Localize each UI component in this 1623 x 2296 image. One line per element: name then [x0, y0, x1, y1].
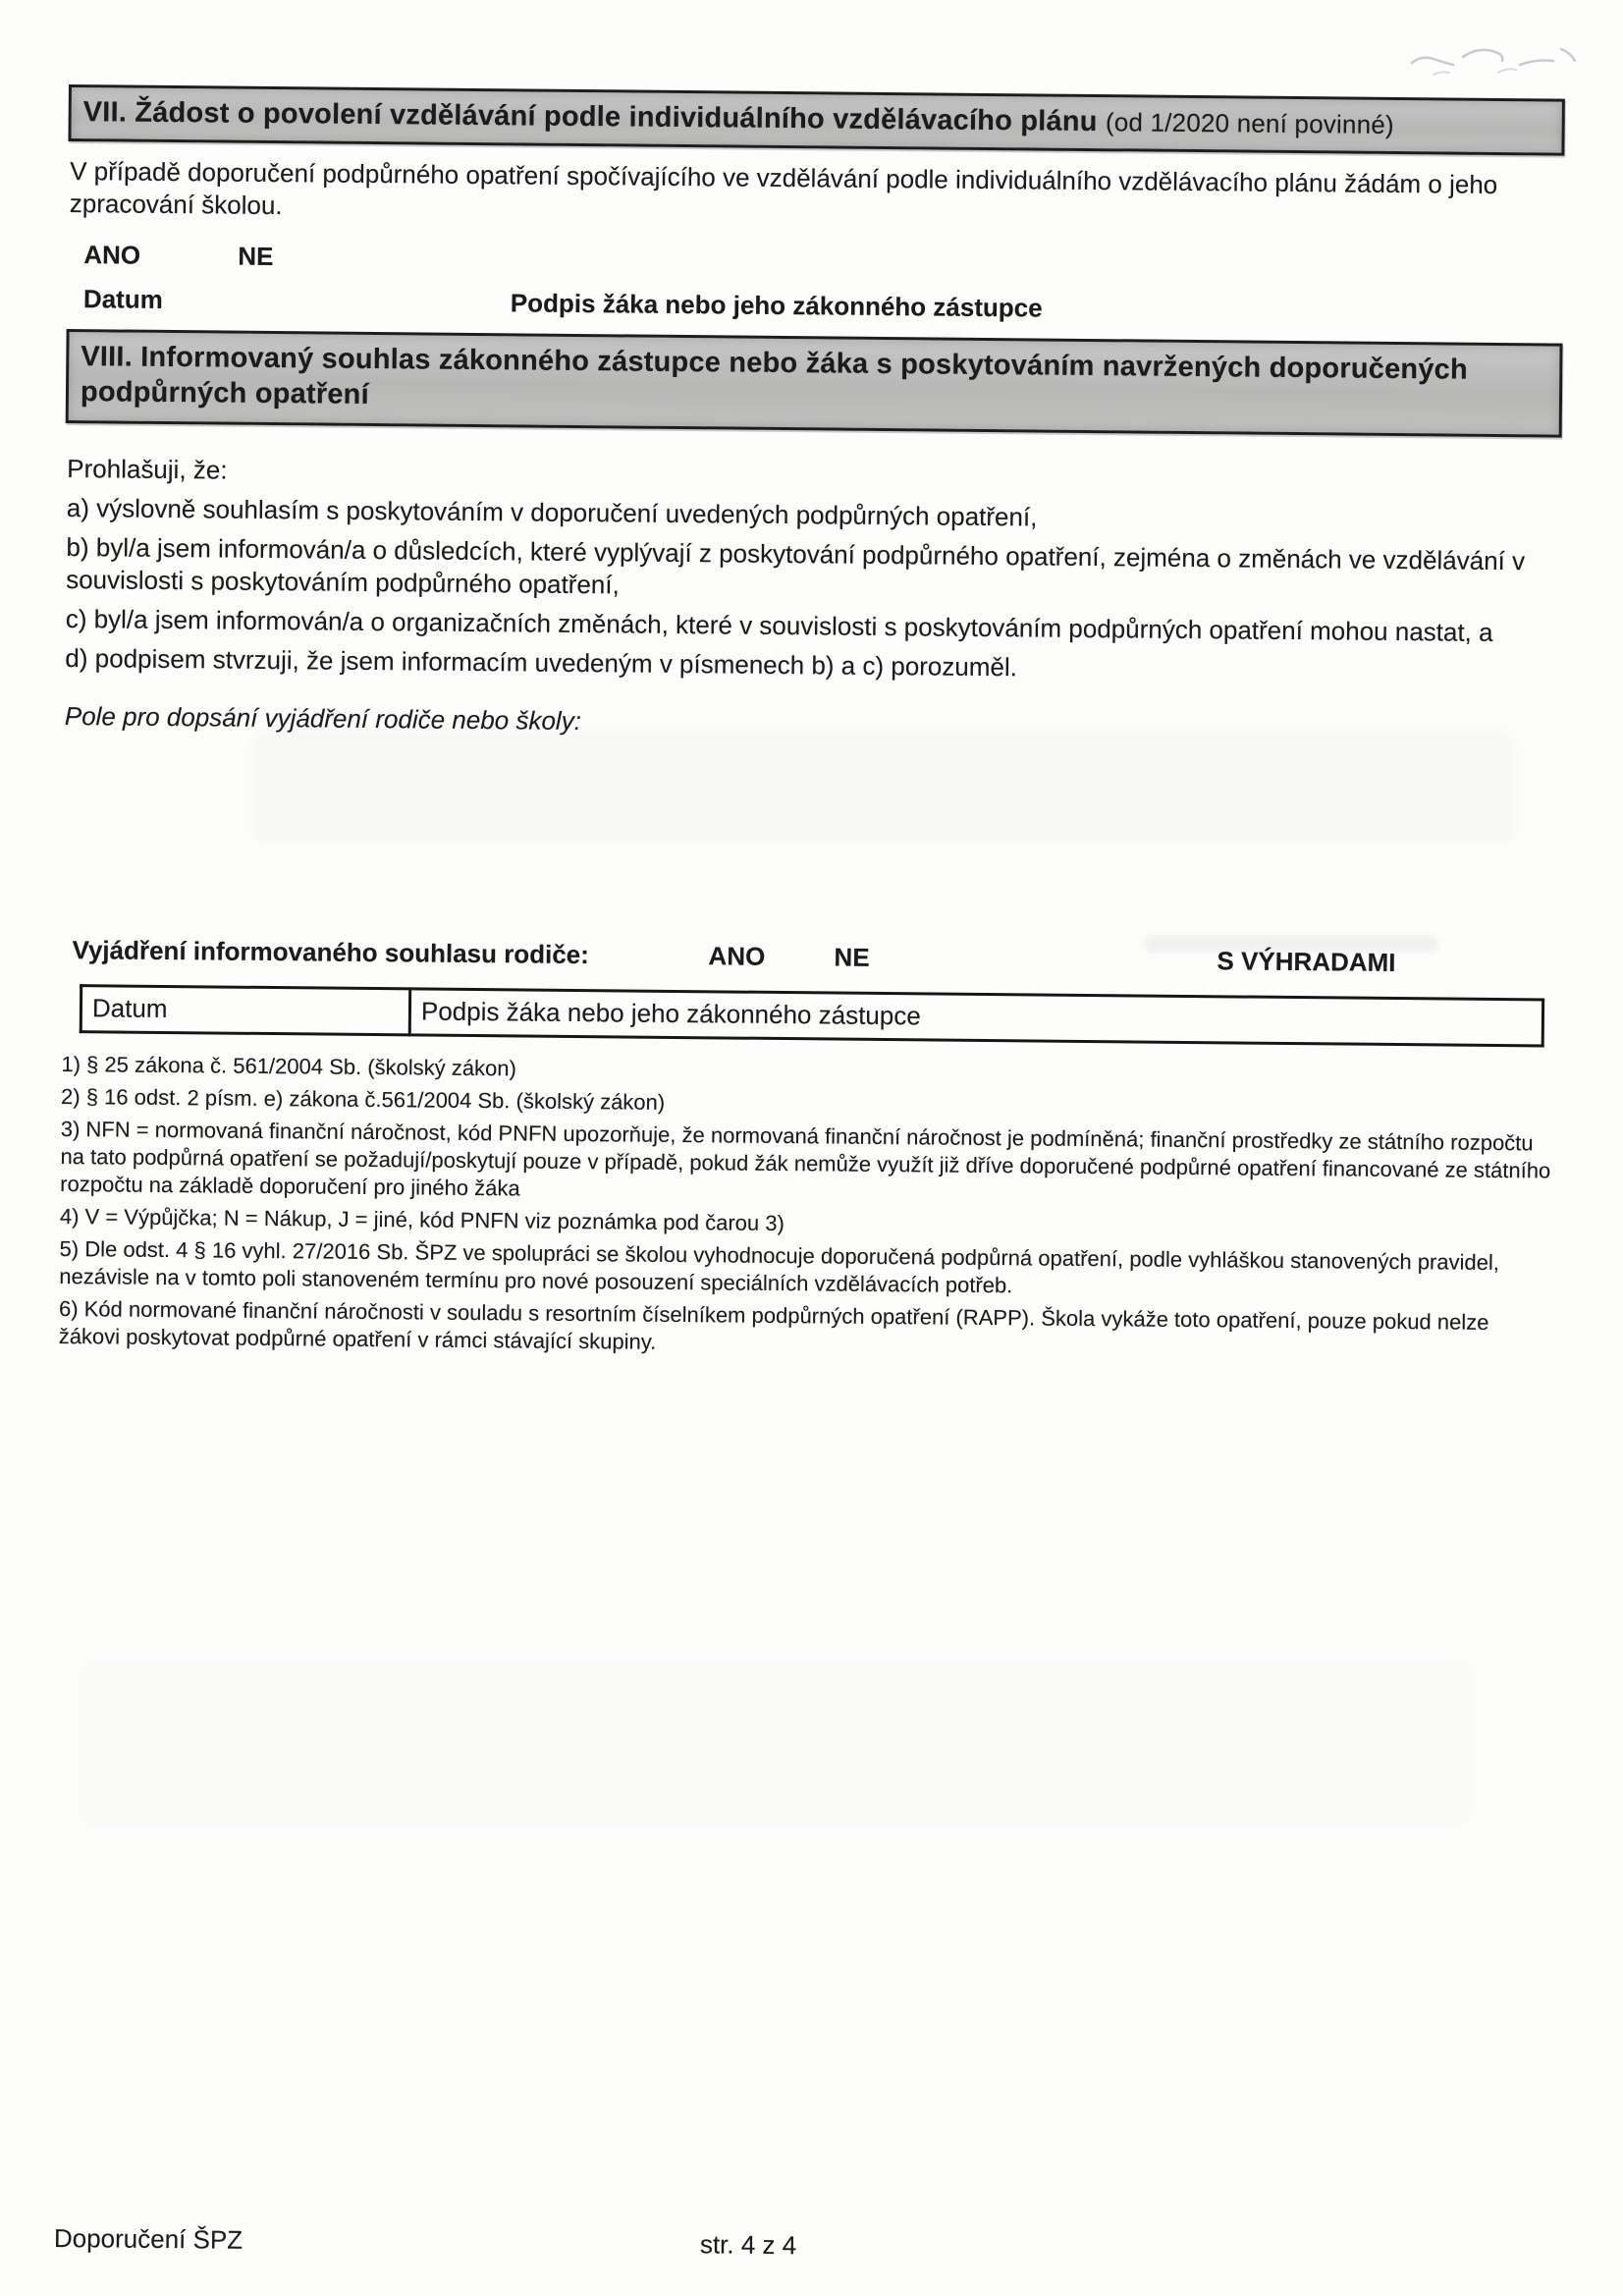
section-viii-title-line1: VIII. Informovaný souhlas zákonného zástupce nebo žáka s poskytováním navržených doporučených — [81, 341, 1469, 386]
table-signature-cell: Podpis žáka nebo jeho zákonného zástupce — [409, 989, 1542, 1046]
consent-reservations-option: S VÝHRADAMI — [1217, 946, 1396, 978]
consent-label: Vyjádření informovaného souhlasu rodiče: — [72, 935, 590, 970]
declaration-item-a: a) výslovně souhlasím s poskytováním v doporučení uvedených podpůrných opatření, — [66, 493, 1038, 532]
section-vii-options — [83, 240, 1563, 284]
page-footer — [48, 2223, 1544, 2273]
consent-ne-option: NE — [834, 942, 870, 972]
section-vii-title: VII. Žádost o povolení vzdělávání podle individuálního vzdělávacího plánu — [82, 96, 1098, 138]
footnotes — [59, 1051, 1556, 1365]
page-content — [47, 84, 1564, 2296]
consent-ano-option: ANO — [708, 941, 766, 971]
section-vii-signature-row — [67, 284, 1563, 332]
document-type-label: Doporučení ŠPZ — [53, 2222, 243, 2255]
footnote-1: 1) § 25 zákona č. 561/2004 Sb. (školský zákon) — [61, 1051, 517, 1081]
signature-label: Podpis žáka nebo jeho zákonného zástupce — [510, 288, 1043, 323]
table-date-cell: Datum — [81, 986, 409, 1035]
parent-statement-field-label: Pole pro dopsání vyjádření rodiče nebo školy: — [64, 700, 582, 737]
page-number: str. 4 z 4 — [699, 2229, 797, 2261]
ne-option: NE — [238, 241, 274, 272]
section-viii-title-line2: podpůrných opatření — [80, 376, 369, 410]
declaration-intro: Prohlašuji, že: — [67, 454, 228, 485]
section-vii-header — [68, 84, 1564, 156]
ano-option: ANO — [83, 240, 141, 270]
footnote-2: 2) § 16 odst. 2 písm. e) zákona č.561/2004 Sb. (školský zákon) — [60, 1083, 666, 1115]
footnote-4: 4) V = Výpůjčka; N = Nákup, J = jiné, kód PNFN viz poznámka pod čarou 3) — [59, 1203, 784, 1236]
section-vii-title-suffix: (od 1/2020 není povinné) — [1105, 107, 1394, 139]
consent-row — [60, 935, 1556, 985]
footnote-3: 3) NFN = normovaná finanční náročnost, kód PNFN upozorňuje, že normovaná finanční náročnost je podmíněná; finanční prostředky ze státního rozpočtu na tato podpůrná opatření se požadují/poskytují pouze v případě, pokud žák nemůže využít již dříve doporučené podpůrné opatření financované ze státního rozpočtu na základě doporučení pro jiného žáka — [60, 1116, 1551, 1201]
footnote-6: 6) Kód normované finanční náročnosti v souladu s resortním číselníkem podpůrných opatření (RAPP). Škola vykáže toto opatření, pouze pokud nelze žákovi poskytovat podpůrné opatření v rámci stávající skupiny. — [58, 1295, 1489, 1354]
datum-label: Datum — [82, 284, 163, 314]
declaration-item-b: b) byl/a jsem informován/a o důsledcích, které vyplývají z poskytování podpůrného opatření, zejména o změnách ve vzdělávání v souvislosti s poskytováním podpůrného opatření, — [66, 531, 1526, 600]
declaration-item-c: c) byl/a jsem informován/a o organizačních změnách, které v souvislosti s poskytováním podpůrných opatření mohou nastat, a — [65, 603, 1493, 647]
table-row — [81, 986, 1542, 1046]
section-vii-intro: V případě doporučení podpůrného opatření spočívajícího ve vzdělávání podle individuálního vzdělávacího plánu žádám o jeho zpracování školou. — [69, 156, 1498, 221]
section-viii-header — [66, 329, 1563, 438]
declaration-item-d: d) podpisem stvrzuji, že jsem informacím uvedeným v písmenech b) a c) porozuměl. — [65, 642, 1018, 683]
consent-signature-table — [80, 984, 1544, 1047]
footnote-5: 5) Dle odst. 4 § 16 vyhl. 27/2016 Sb. ŠPZ ve spolupráci se školou vyhodnocuje doporučená podpůrná opatření, podle vyhláškou stanovených pravidel, nezávisle na v tomto poli stanoveném termínu pro nové posouzení speciálních vzdělávacích potřeb. — [59, 1235, 1500, 1298]
pencil-mark-artifact — [1404, 27, 1600, 96]
